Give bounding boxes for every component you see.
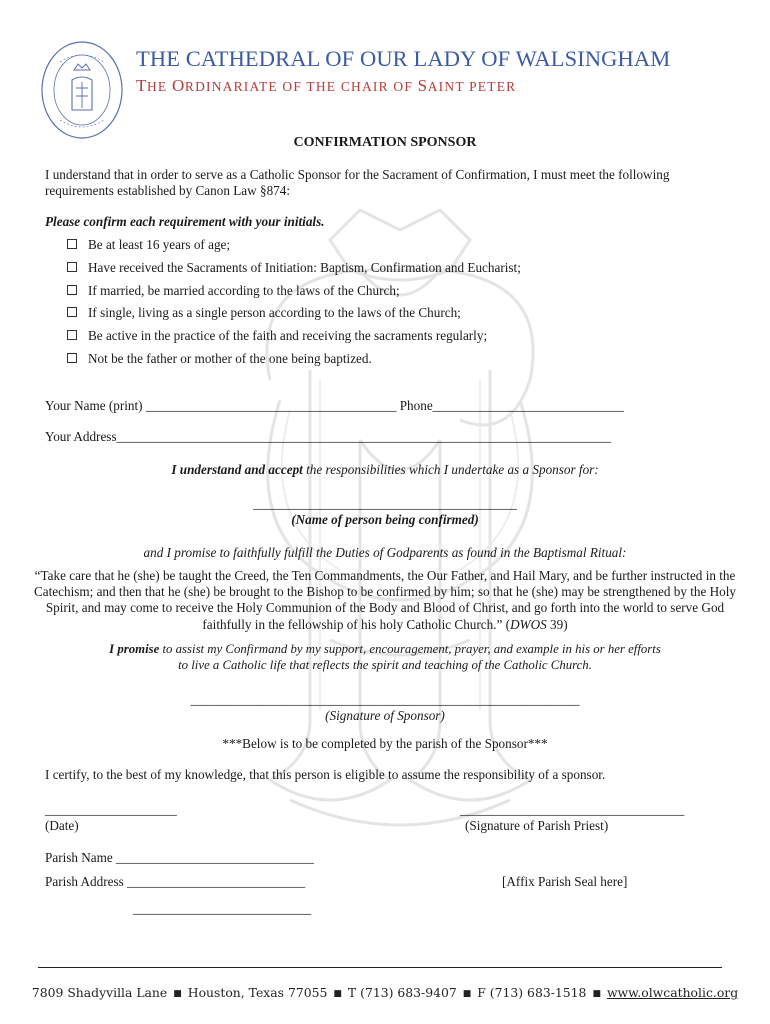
parish-name-field[interactable]: Parish Name ______________________________ <box>45 850 314 865</box>
cathedral-title: THE CATHEDRAL OF OUR LADY OF WALSINGHAM <box>136 46 671 71</box>
requirement-item[interactable]: Be at least 16 years of age; <box>67 237 230 253</box>
requirement-item[interactable]: If single, living as a single person according to the laws of the Church; <box>67 305 461 321</box>
confirmed-name-field[interactable]: ________________________________________ <box>253 496 517 511</box>
checkbox-icon[interactable] <box>67 353 77 363</box>
intro-line-1: I understand that in order to serve as a Catholic Sponsor for the Sacrament of Confirmation, I must meet the following <box>45 167 670 182</box>
confirmed-name-label: (Name of person being confirmed) <box>291 512 479 527</box>
bullet-icon: ■ <box>333 989 342 999</box>
priest-signature-label: (Signature of Parish Priest) <box>465 818 609 833</box>
requirement-item[interactable]: If married, be married according to the laws of the Church; <box>67 283 400 299</box>
checkbox-icon[interactable] <box>67 330 77 340</box>
date-field[interactable]: ____________________ <box>45 802 177 817</box>
sponsor-signature-label: (Signature of Sponsor) <box>325 708 445 723</box>
form-heading: CONFIRMATION SPONSOR <box>293 135 477 150</box>
checkbox-icon[interactable] <box>67 239 77 249</box>
bullet-icon: ■ <box>592 989 601 999</box>
priest-signature-field[interactable]: __________________________________ <box>460 802 685 817</box>
assist-promise-line-1: I promise to assist my Confirmand by my support, encouragement, prayer, and example in his or her efforts <box>109 642 661 656</box>
footer-divider <box>38 967 722 968</box>
footer-city: Houston, Texas 77055 <box>187 985 328 1000</box>
requirement-item[interactable]: Not be the father or mother of the one being baptized. <box>67 351 372 367</box>
footer-contact <box>0 985 770 1000</box>
parish-address-field[interactable]: Parish Address ___________________________ <box>45 874 306 889</box>
checkbox-icon[interactable] <box>67 307 77 317</box>
parish-address-field-2[interactable]: ___________________________ <box>133 901 312 916</box>
confirm-prompt: Please confirm each requirement with your initials. <box>45 214 325 229</box>
date-label: (Date) <box>45 818 79 833</box>
bullet-icon: ■ <box>462 989 472 999</box>
name-phone-field[interactable]: Your Name (print) ______________________________________ Phone_____________________________ <box>45 398 624 413</box>
bullet-icon: ■ <box>173 989 182 999</box>
requirement-item[interactable]: Be active in the practice of the faith and receiving the sacraments regularly; <box>67 328 487 344</box>
parish-note: ***Below is to be completed by the parish of the Sponsor*** <box>222 736 548 751</box>
intro-line-2: requirements established by Canon Law §874: <box>45 183 291 198</box>
footer-address: 7809 Shadyvilla Lane <box>31 985 168 1000</box>
website-link[interactable]: www.olwcatholic.org <box>606 985 739 1000</box>
godparent-duties-quote: “Take care that he (she) be taught the Creed, the Ten Commandments, the Our Father, and Hail Mary, and be further instructed in the Catechism; and then that he (she) be brought to the Bishop to be confirmed by him; so that he (she) may be strengthened by the Holy Spirit, and may come to receive the Holy Communion of the Body and Blood of Christ, and go forth into the world to serve God faithfully in the fellowship of his holy Catholic Church.” (DWOS 39) <box>33 568 737 632</box>
cathedral-seal-logo <box>40 40 124 140</box>
assist-promise-line-2: to live a Catholic life that reflects the spirit and teaching of the Catholic Church. <box>178 658 592 672</box>
promise-line: and I promise to faithfully fulfill the Duties of Godparents as found in the Baptismal Ritual: <box>143 545 627 560</box>
checkbox-icon[interactable] <box>67 285 77 295</box>
certify-statement: I certify, to the best of my knowledge, that this person is eligible to assume the responsibility of a sponsor. <box>45 767 606 782</box>
parish-seal-note: [Affix Parish Seal here] <box>502 874 628 889</box>
ordinariate-subtitle: THE ORDINARIATE OF THE CHAIR OF SAINT PETER <box>136 76 517 95</box>
footer-fax: F (713) 683-1518 <box>477 985 587 1000</box>
footer-phone: T (713) 683-9407 <box>347 985 457 1000</box>
accept-statement: I understand and accept the responsibilities which I undertake as a Sponsor for: <box>171 462 599 477</box>
address-field[interactable]: Your Address___________________________________________________________________________ <box>45 429 612 444</box>
requirement-item[interactable]: Have received the Sacraments of Initiation: Baptism, Confirmation and Eucharist; <box>67 260 521 276</box>
checkbox-icon[interactable] <box>67 262 77 272</box>
sponsor-signature-field[interactable]: ___________________________________________________________ <box>190 692 580 707</box>
